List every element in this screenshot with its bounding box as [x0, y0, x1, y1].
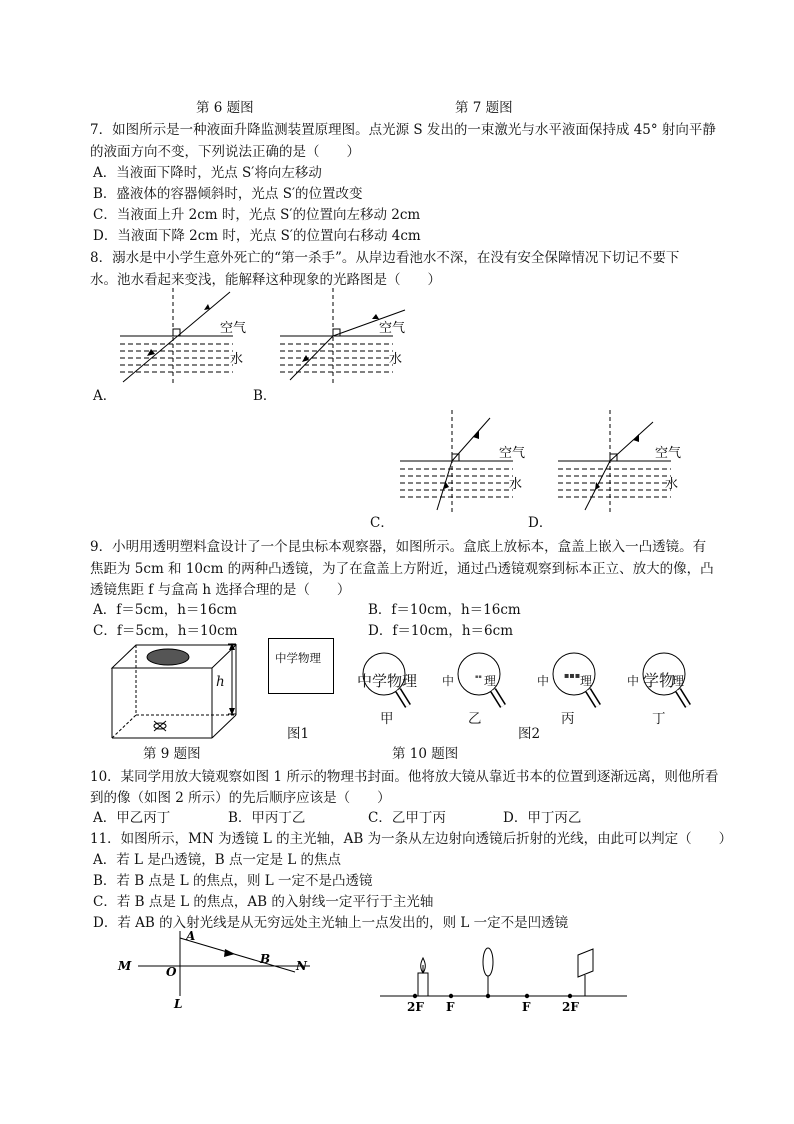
q9-stem-line1: 9．小明用透明塑料盒设计了一个昆虫标本观察器，如图所示。盒底上放标本，盒盖上嵌入一凸透镜。有: [90, 539, 707, 555]
q10-option-d: D．甲丁丙乙: [503, 810, 582, 826]
q11-point-m: M: [118, 959, 132, 973]
svg-text:▪▪▪: ▪▪▪: [564, 671, 581, 680]
q8-label-d: D．: [528, 515, 553, 531]
q8-diagram-c: [395, 410, 535, 520]
q11-point-b: B: [260, 952, 271, 966]
caption-q9: 第 9 题图: [143, 746, 201, 762]
q11-point-o: O: [166, 965, 177, 979]
q7-option-a: A．当液面下降时，光点 S′将向左移动: [93, 165, 322, 181]
q11-stem-line1: 11．如图所示，MN 为透镜 L 的主光轴，AB 为一条从左边射向透镜后折射的光线，由此可以判定（ ）: [90, 831, 733, 847]
q9-option-b: B．f＝10cm，h＝16cm: [368, 602, 521, 618]
magnifier-bing-left: 中: [537, 674, 550, 688]
q8-diagram-d: [553, 410, 693, 520]
q8-label-c: C．: [370, 515, 394, 531]
caption-q7: 第 7 题图: [455, 100, 513, 116]
bench-label-f-left: F: [446, 1000, 455, 1014]
q7-stem-line1: 7．如图所示是一种液面升降监测装置原理图。点光源 S 发出的一束激光与水平液面保持成 45° 射向平静: [90, 122, 716, 138]
q9-option-a: A．f＝5cm，h＝16cm: [93, 602, 237, 618]
q8d-air-label: 空气: [655, 446, 682, 461]
q10-fig1-label: 图1: [287, 726, 310, 742]
optical-bench-diagram: [375, 945, 635, 1015]
convex-lens-icon: [483, 948, 493, 996]
q9-h-label: h: [216, 674, 225, 690]
q10-option-a: A．甲乙丙丁: [93, 810, 171, 826]
q10-stem-line1: 10．某同学用放大镜观察如图 1 所示的物理书封面。他将放大镜从靠近书本的位置到逐渐远离，则他所看: [90, 769, 719, 785]
insect-specimen-icon: [154, 721, 166, 731]
q7-option-b: B．盛液体的容器倾斜时，光点 S′的位置改变: [93, 186, 363, 202]
q8d-water-label: 水: [665, 477, 679, 492]
q8-diagram-b: [275, 288, 415, 388]
screen-icon: [578, 949, 593, 996]
q11-option-a: A．若 L 是凸透镜，B 点一定是 L 的焦点: [93, 852, 342, 868]
q10-fig2-label: 图2: [518, 726, 541, 742]
q10-book-cover: [268, 638, 334, 694]
bench-label-2f-right: 2F: [562, 1000, 579, 1014]
magnifier-label-bing: 丙: [561, 711, 575, 727]
q9-option-d: D．f＝10cm，h＝6cm: [368, 623, 514, 639]
q7-stem-line2: 的液面方向不变，下列说法正确的是（ ）: [90, 144, 360, 160]
magnifier-label-jia: 甲: [380, 711, 394, 727]
magnifier-ding-mid: 学物: [643, 671, 676, 690]
magnifier-label-yi: 乙: [468, 711, 482, 727]
q8-stem-line2: 水。池水看起来变浅，能解释这种现象的光路图是（ ）: [90, 272, 441, 288]
q11-lens-diagram: [110, 926, 320, 1011]
q11-option-b: B．若 B 点是 L 的焦点，则 L 一定不是凸透镜: [93, 873, 373, 889]
q8-label-b: B．: [253, 388, 277, 404]
q11-point-a: A: [186, 929, 196, 943]
q7-option-c: C．当液面上升 2cm 时，光点 S′的位置向左移动 2cm: [93, 207, 421, 223]
q8-label-a: A．: [93, 388, 117, 404]
q9-stem-line3: 透镜焦距 f 与盒高 h 选择合理的是（ ）: [90, 582, 351, 598]
q9-box-figure: [108, 640, 238, 740]
q8c-water-label: 水: [509, 477, 523, 492]
q9-stem-line2: 焦距为 5cm 和 10cm 的两种凸透镜，为了在盒盖上方附近，通过凸透镜观察到标本正立、放大的像，凸: [90, 561, 714, 577]
magnifier-jia-text: 中学物理: [357, 672, 418, 690]
q11-point-n: N: [296, 959, 307, 973]
magnifier-ding-left: 中: [627, 674, 640, 688]
q11-option-d: D．若 AB 的入射光线是从无穷远处主光轴上一点发出的，则 L 一定不是凹透镜: [93, 915, 569, 931]
q11-option-c: C．若 B 点是 L 的焦点，AB 的入射线一定平行于主光轴: [93, 894, 434, 910]
bench-label-f-right: F: [522, 1000, 531, 1014]
q9-option-c: C．f＝5cm，h＝10cm: [93, 623, 238, 639]
q10-stem-line2: 到的像（如图 2 所示）的先后顺序应该是（ ）: [90, 790, 391, 806]
q10-option-c: C．乙甲丁丙: [368, 810, 446, 826]
q10-book-title: 中学物理: [275, 651, 321, 665]
magnifier-yi-right: 理: [484, 674, 497, 688]
q8b-air-label: 空气: [379, 321, 406, 336]
magnifier-label-ding: 丁: [652, 711, 666, 727]
q8-stem-line1: 8．溺水是中小学生意外死亡的“第一杀手”。从岸边看池水不深，在没有安全保障情况下切记不要下: [90, 250, 680, 266]
q8-diagram-a: [115, 288, 255, 388]
q8a-water-label: 水: [230, 352, 244, 367]
q11-lens-l: L: [174, 997, 183, 1011]
svg-text:▪▪: ▪▪: [475, 674, 482, 680]
q8a-air-label: 空气: [220, 321, 247, 336]
caption-q10: 第 10 题图: [392, 746, 459, 762]
q7-option-d: D．当液面下降 2cm 时，光点 S′的位置向右移动 4cm: [93, 228, 421, 244]
q10-option-b: B．甲丙丁乙: [228, 810, 306, 826]
q9-height-indicator: [224, 643, 254, 723]
caption-q6: 第 6 题图: [196, 100, 254, 116]
q8b-water-label: 水: [389, 352, 403, 367]
magnifier-ding-right: 理: [672, 674, 685, 688]
bench-label-2f-left: 2F: [407, 1000, 424, 1014]
q8c-air-label: 空气: [499, 446, 526, 461]
magnifier-yi-left: 中: [442, 674, 455, 688]
candle-icon: [418, 958, 428, 996]
magnifier-bing-right: 理: [580, 674, 593, 688]
